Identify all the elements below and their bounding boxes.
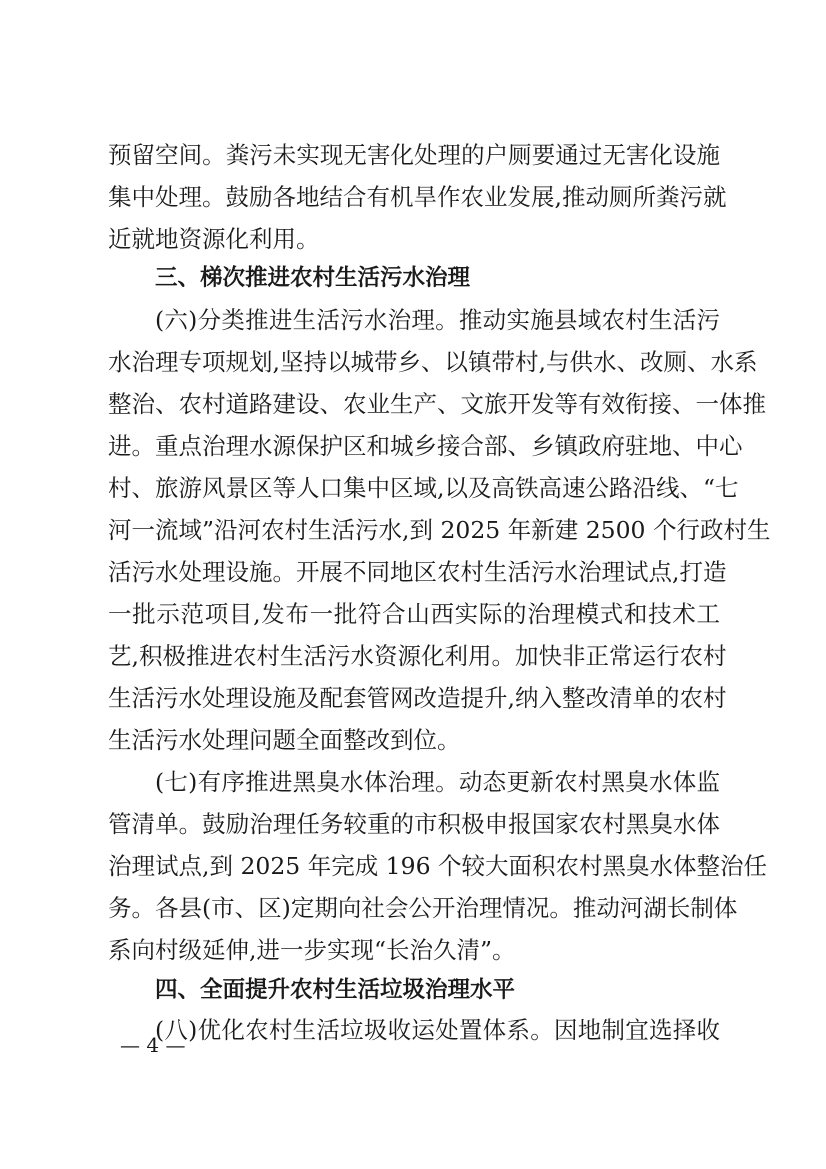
- paragraph-line: 生活污水处理设施及配套管网改造提升,纳入整改清单的农村: [108, 684, 727, 712]
- section-heading-4: 四、全面提升农村生活垃圾治理水平: [155, 977, 516, 1003]
- subsection-7-first-line: (七)有序推进黑臭水体治理。动态更新农村黑臭水体监: [155, 768, 720, 796]
- paragraph-line: 一批示范项目,发布一批符合山西实际的治理模式和技术工: [108, 600, 720, 628]
- paragraph-line: 系向村级延伸,进一步实现“长治久清”。: [108, 936, 516, 964]
- paragraph-line: 集中处理。鼓励各地结合有机旱作农业发展,推动厕所粪污就: [108, 183, 727, 211]
- paragraph-line: 水治理专项规划,坚持以城带乡、以镇带村,与供水、改厕、水系: [108, 348, 758, 376]
- paragraph-line: 治理试点,到 2025 年完成 196 个较大面积农村黑臭水体整治任: [108, 852, 768, 880]
- subsection-6-first-line: (六)分类推进生活污水治理。推动实施县域农村生活污: [155, 306, 720, 334]
- paragraph-line: 村、旅游风景区等人口集中区域,以及高铁高速公路沿线、“七: [108, 474, 739, 502]
- paragraph-line: 进。重点治理水源保护区和城乡接合部、乡镇政府驻地、中心: [108, 432, 743, 460]
- paragraph-line: 务。各县(市、区)定期向社会公开治理情况。推动河湖长制体: [108, 894, 738, 922]
- section-heading-3: 三、梯次推进农村生活污水治理: [155, 265, 471, 291]
- paragraph-line: 近就地资源化利用。: [108, 225, 320, 253]
- paragraph-line: 整治、农村道路建设、农业生产、文旅开发等有效衔接、一体推: [108, 390, 766, 418]
- paragraph-line: 艺,积极推进农村生活污水资源化利用。加快非正常运行农村: [108, 642, 727, 670]
- paragraph-line: 活污水处理设施。开展不同地区农村生活污水治理试点,打造: [108, 558, 727, 586]
- page-number: — 4 —: [120, 1033, 186, 1057]
- paragraph-line: 生活污水处理问题全面整改到位。: [108, 726, 461, 754]
- subsection-8-first-line: (八)优化农村生活垃圾收运处置体系。因地制宜选择收: [155, 1016, 720, 1044]
- paragraph-line: 管清单。鼓励治理任务较重的市积极申报国家农村黑臭水体: [108, 810, 720, 838]
- paragraph-line: 预留空间。粪污未实现无害化处理的户厕要通过无害化设施: [108, 141, 720, 169]
- paragraph-line: 河一流域”沿河农村生活污水,到 2025 年新建 2500 个行政村生: [108, 516, 771, 544]
